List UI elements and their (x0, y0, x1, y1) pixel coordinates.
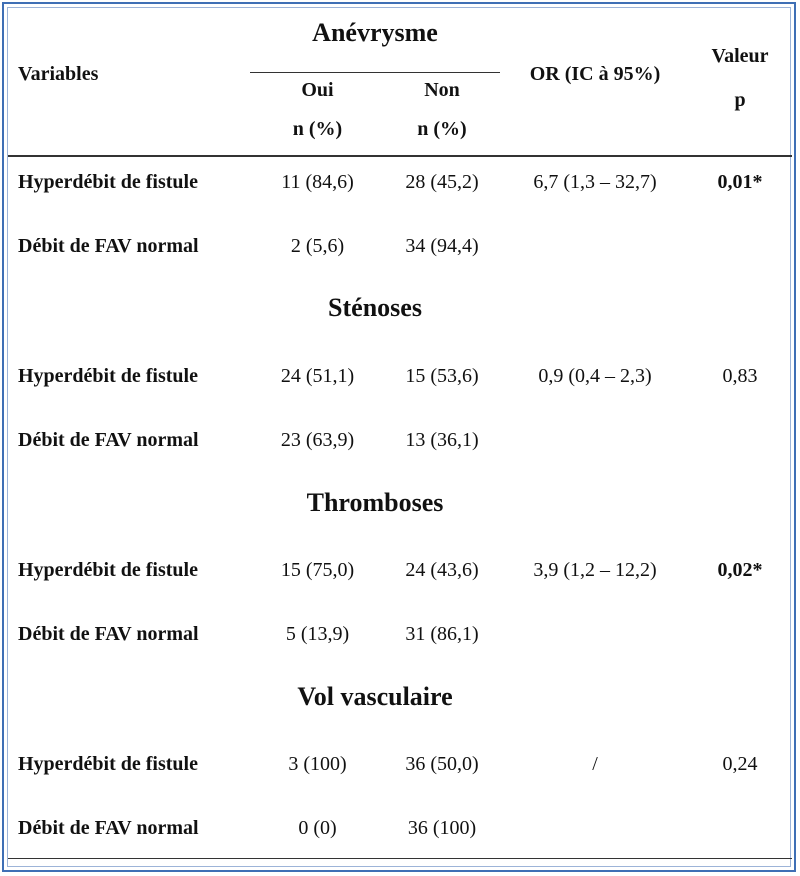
section-title: Thromboses (306, 488, 444, 517)
row-or: 6,7 (1,3 – 32,7) (533, 171, 657, 193)
row-label: Débit de FAV normal (18, 429, 199, 451)
row-oui: 15 (75,0) (280, 559, 355, 581)
row-p: 0,01* (717, 171, 763, 193)
row-label: Débit de FAV normal (18, 817, 199, 839)
row-non: 34 (94,4) (405, 235, 479, 257)
row-label: Hyperdébit de fistule (18, 365, 198, 387)
header-bottom-rule (8, 155, 792, 157)
row-non: 28 (45,2) (405, 171, 479, 193)
row-non: 13 (36,1) (405, 429, 479, 451)
row-oui: 2 (5,6) (290, 235, 345, 257)
row-or: / (592, 753, 598, 775)
header-oui: Oui (301, 79, 334, 101)
row-oui: 5 (13,9) (285, 623, 350, 645)
row-label: Débit de FAV normal (18, 235, 199, 257)
header-subrule (250, 72, 500, 73)
row-non: 36 (100) (407, 817, 477, 839)
row-oui: 0 (0) (298, 817, 337, 839)
row-or: 0,9 (0,4 – 2,3) (538, 365, 652, 387)
row-p: 0,83 (722, 365, 758, 387)
row-non: 15 (53,6) (405, 365, 479, 387)
row-non: 24 (43,6) (405, 559, 479, 581)
row-or: 3,9 (1,2 – 12,2) (533, 559, 657, 581)
table-bottom-rule (8, 858, 792, 859)
header-or: OR (IC à 95%) (529, 63, 661, 85)
section-title: Vol vasculaire (297, 682, 453, 711)
row-non: 31 (86,1) (405, 623, 479, 645)
header-variables: Variables (18, 63, 99, 85)
row-label: Hyperdébit de fistule (18, 753, 198, 775)
row-p: 0,24 (722, 753, 758, 775)
row-non: 36 (50,0) (405, 753, 479, 775)
row-oui: 23 (63,9) (280, 429, 355, 451)
header-valeur: Valeur (711, 45, 769, 67)
row-oui: 3 (100) (288, 753, 347, 775)
header-oui-n-pct: n (%) (292, 118, 343, 140)
row-label: Hyperdébit de fistule (18, 559, 198, 581)
row-p: 0,02* (717, 559, 763, 581)
header-non: Non (424, 79, 460, 101)
row-label: Hyperdébit de fistule (18, 171, 198, 193)
row-oui: 11 (84,6) (281, 171, 354, 193)
row-label: Débit de FAV normal (18, 623, 199, 645)
section-title: Sténoses (328, 293, 422, 322)
header-anevrysme: Anévrysme (312, 18, 438, 47)
header-non-n-pct: n (%) (417, 118, 467, 140)
header-p: p (734, 89, 746, 111)
row-oui: 24 (51,1) (280, 365, 355, 387)
